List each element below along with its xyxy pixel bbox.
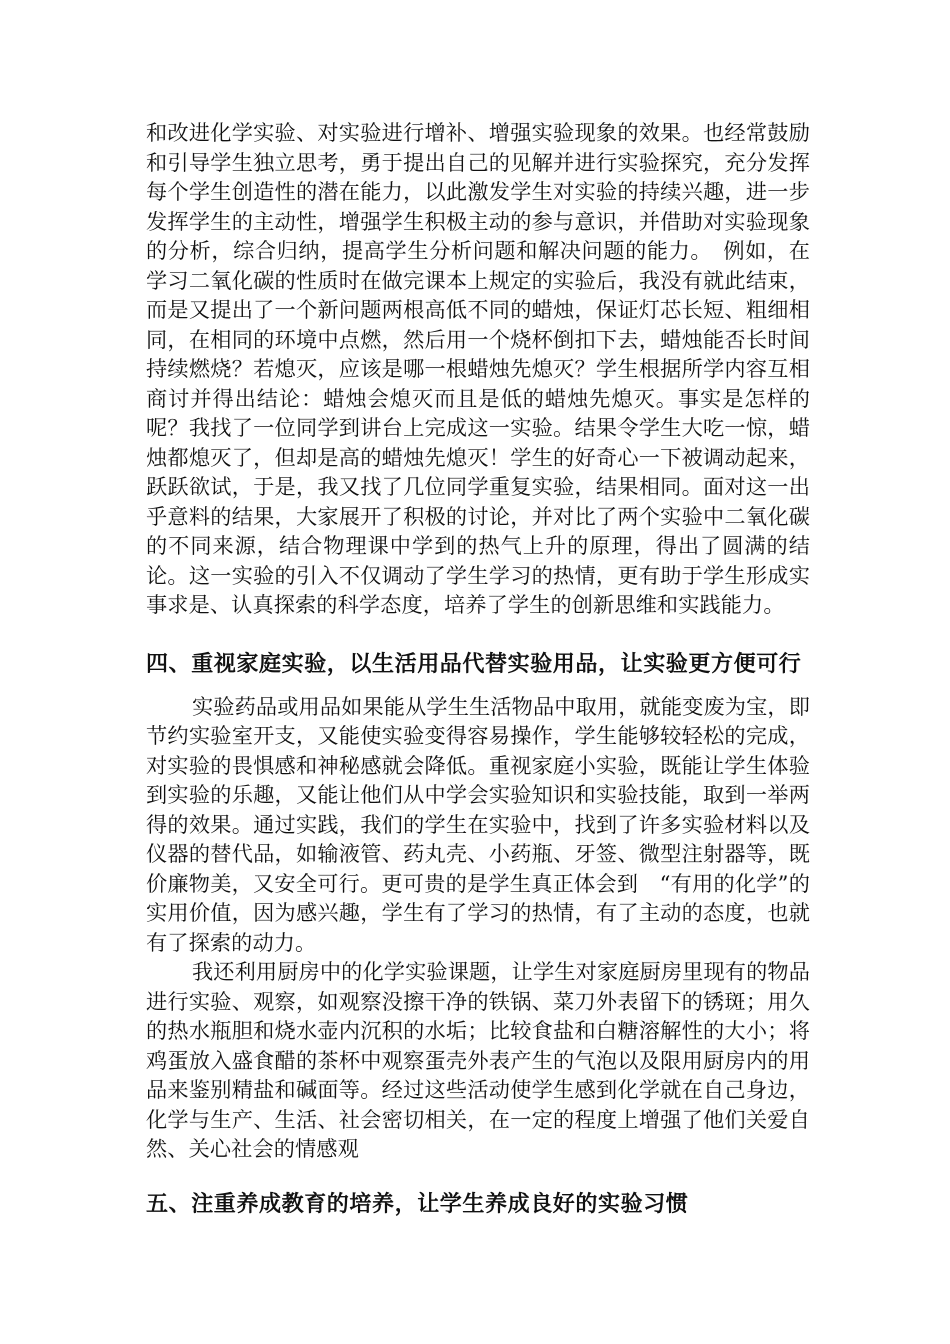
document-page [146,118,810,1217]
paragraph-kitchen-chemistry: 我还利用厨房中的化学实验课题，让学生对家庭厨房里现有的物品进行实验、观察，如观察没擦干净的铁锅、菜刀外表留下的锈斑；用久的热水瓶胆和烧水壶内沉积的水垢；比较食盐和白糖溶解性的大小；将鸡蛋放入盛食醋的茶杯中观察蛋壳外表产生的气泡以及限用厨房内的用品来鉴别精盐和碱面等。经过这些活动使学生感到化学就在自己身边，化学与生产、生活、社会密切相关，在一定的程度上增强了他们关爱自然、关心社会的情感观 [146,959,810,1161]
paragraph-experiment-improvement: 和改进化学实验、对实验进行增补、增强实验现象的效果。也经常鼓励和引导学生独立思考，勇于提出自己的见解并进行实验探究，充分发挥每个学生创造性的潜在能力，以此激发学生对实验的持续兴趣，进一步发挥学生的主动性，增强学生积极主动的参与意识，并借助对实验现象的分析，综合归纳，提高学生分析问题和解决问题的能力。 例如，在学习二氧化碳的性质时在做完课本上规定的实验后，我没有就此结束，而是又提出了一个新问题两根高低不同的蜡烛，保证灯芯长短、粗细相同，在相同的环境中点燃，然后用一个烧杯倒扣下去，蜡烛能否长时间持续燃烧？若熄灭，应该是哪一根蜡烛先熄灭？学生根据所学内容互相商讨并得出结论：蜡烛会熄灭而且是低的蜡烛先熄灭。事实是怎样的呢？我找了一位同学到讲台上完成这一实验。结果令学生大吃一惊，蜡烛都熄灭了，但却是高的蜡烛先熄灭！学生的好奇心一下被调动起来，跃跃欲试，于是，我又找了几位同学重复实验，结果相同。面对这一出乎意料的结果，大家展开了积极的讨论，并对比了两个实验中二氧化碳的不同来源，结合物理课中学到的热气上升的原理，得出了圆满的结论。这一实验的引入不仅调动了学生学习的热情，更有助于学生形成实事求是、认真探索的科学态度，培养了学生的创新思维和实践能力。 [146,120,810,617]
section-heading-lab-habits: 五、注重养成教育的培养，让学生养成良好的实验习惯 [146,1192,689,1217]
section-heading-home-experiments: 四、重视家庭实验，以生活用品代替实验用品，让实验更方便可行 [146,651,802,677]
paragraph-household-materials: 实验药品或用品如果能从学生生活物品中取用，就能变废为宝，即节约实验室开支，又能使实验变得容易操作，学生能够较轻松的完成，对实验的畏惧感和神秘感就会降低。重视家庭小实验，既能让学生体验到实验的乐趣，又能让他们从中学会实验知识和实验技能，取到一举两得的效果。通过实践，我们的学生在实验中，找到了许多实验材料以及仪器的替代品，如输液管、药丸壳、小药瓶、牙签、微型注射器等，既价廉物美，又安全可行。更可贵的是学生真正体会到 “有用的化学”的实用价值，因为感兴趣，学生有了学习的热情，有了主动的态度，也就有了探索的动力。 [146,693,810,955]
